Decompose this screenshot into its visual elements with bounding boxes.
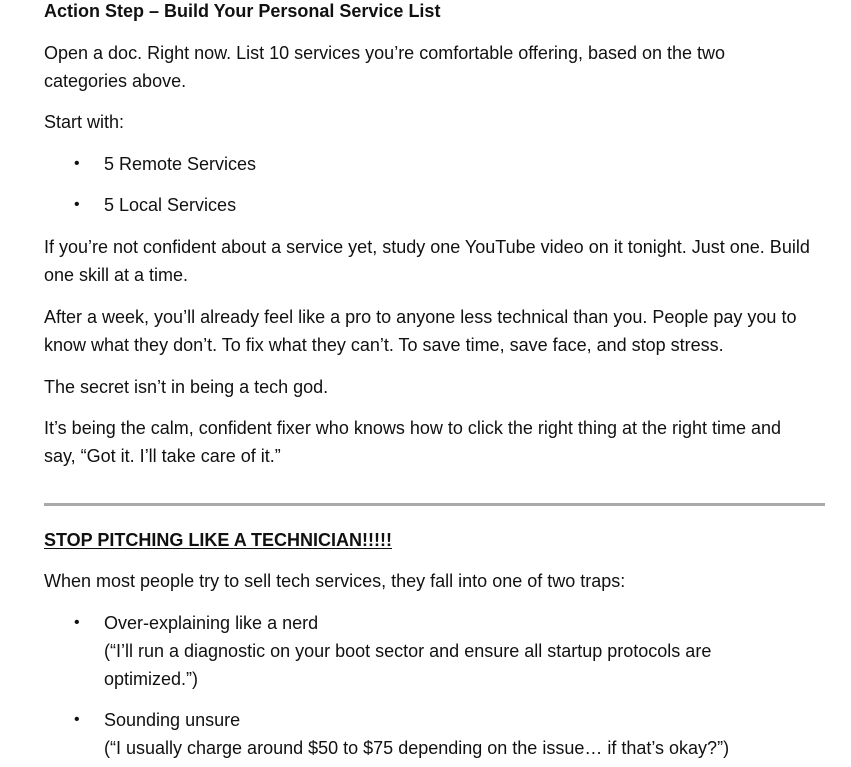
start-with-text: Start with: — [44, 112, 125, 132]
traps-intro: When most people try to sell tech services, they fall into one of two traps: — [44, 571, 626, 591]
list-item — [44, 609, 824, 693]
bullet-icon: • — [74, 155, 80, 172]
trap-example: (“I usually charge around $50 to $75 depending on the issue… if that’s okay?”) — [104, 738, 730, 758]
list-item-text: 5 Local Services — [104, 195, 237, 215]
horizontal-divider — [44, 503, 825, 506]
trap-example: (“I’ll run a diagnostic on your boot sector and ensure all startup protocols are optimized.”) — [104, 641, 712, 689]
intro-paragraph: Open a doc. Right now. List 10 services you’re comfortable offering, based on the two categories above. — [44, 43, 726, 91]
week-paragraph: After a week, you’ll already feel like a pro to anyone less technical than you. People pay you to know what they don’t. To fix what they can’t. To save time, save face, and stop stress. — [44, 307, 797, 355]
action-step-heading: Action Step – Build Your Personal Service List — [44, 1, 441, 21]
fixer-paragraph: It’s being the calm, confident fixer who knows how to click the right thing at the right time and say, “Got it. I’ll take care of it.” — [44, 418, 782, 466]
service-bullet-list — [44, 150, 804, 219]
confidence-paragraph: If you’re not confident about a service yet, study one YouTube video on it tonight. Just one. Build one skill at a time. — [44, 237, 810, 285]
bullet-icon: • — [74, 614, 80, 631]
list-item-text: 5 Remote Services — [104, 154, 257, 174]
trap-title: Sounding unsure — [104, 710, 241, 730]
traps-bullet-list — [44, 609, 824, 762]
stop-pitching-heading: STOP PITCHING LIKE A TECHNICIAN!!!!! — [44, 530, 392, 550]
list-item — [44, 706, 824, 762]
list-item — [44, 191, 804, 219]
bullet-icon: • — [74, 711, 80, 728]
list-item — [44, 150, 804, 178]
trap-title: Over-explaining like a nerd — [104, 613, 319, 633]
secret-paragraph: The secret isn’t in being a tech god. — [44, 377, 329, 397]
bullet-icon: • — [74, 196, 80, 213]
